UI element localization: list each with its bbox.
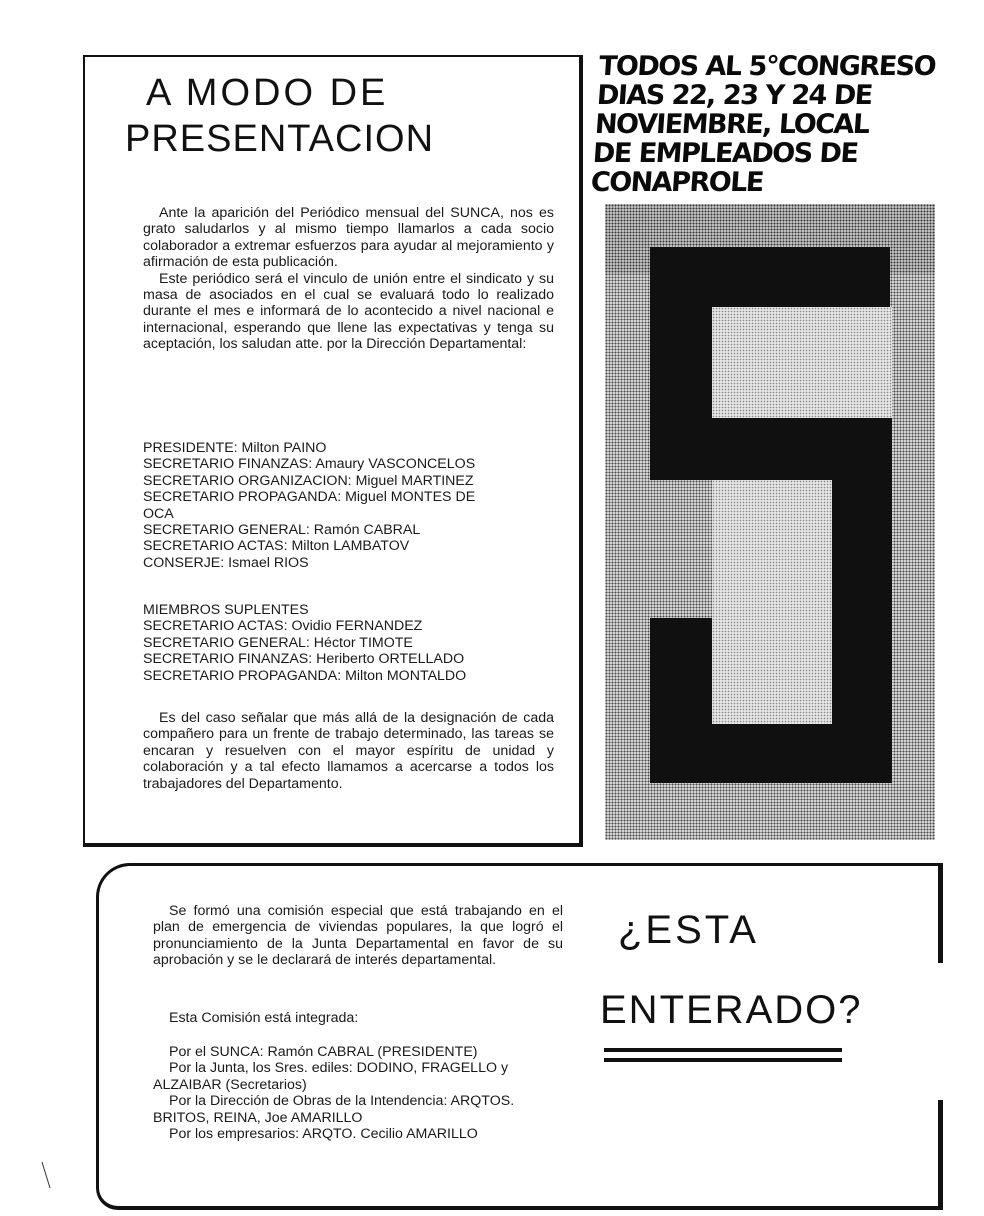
announcement-line: TODOS AL 5°CONGRESO — [597, 51, 937, 82]
member-line: Por la Dirección de Obras de la Intendencia: ARQTOS. BRITOS, REINA, Joe AMARILLO — [153, 1093, 515, 1126]
announcement-line: DIAS 22, 23 Y 24 DE — [595, 80, 873, 111]
substitute-line: SECRETARIO ACTAS: Ovidio FERNANDEZ — [143, 618, 423, 635]
officer-line: SECRETARIO GENERAL: Ramón CABRAL — [143, 522, 421, 539]
double-rule-top — [604, 1048, 842, 1052]
commission-integrated: Esta Comisión está integrada: — [169, 1010, 359, 1026]
poster-inner-panel — [712, 618, 832, 724]
congress-announcement — [590, 52, 980, 197]
officer-line: CONSERJE: Ismael RIOS — [143, 554, 309, 571]
double-rule-bottom — [604, 1058, 842, 1062]
officer-line: SECRETARIO ORGANIZACION: Miguel MARTINEZ — [143, 472, 474, 489]
officer-line: SECRETARIO FINANZAS: Amaury VASCONCELOS — [143, 456, 476, 473]
scan-mark — [40, 1160, 54, 1190]
officer-line: OCA — [143, 505, 174, 522]
substitutes-heading: MIEMBROS SUPLENTES — [143, 602, 309, 618]
officer-line: SECRETARIO ACTAS: Milton LAMBATOV — [143, 538, 410, 555]
announcement-line: DE EMPLEADOS DE — [591, 138, 859, 169]
article-intro — [143, 205, 554, 353]
officer-line: SECRETARIO PROPAGANDA: Miguel MONTES DE — [143, 489, 476, 506]
question-line2: ENTERADO? — [600, 988, 863, 1032]
article-closing — [143, 710, 554, 792]
commission-text — [153, 903, 563, 969]
announcement-line: CONAPROLE — [589, 167, 764, 198]
article-title-line1: A MODO DE — [146, 72, 389, 114]
member-line: Por los empresarios: ARQTO. Cecilio AMARILLO — [169, 1126, 478, 1143]
intro-paragraph-2: Este periódico será el vinculo de unión entre el sindicato y su masa de asociados en el cual se evaluará todo lo realizado durante el mes e informará de lo acontecido a nivel nacional e internacional, esperando que llene las expectativas y tenga su aceptación, los saludan atte. por la Dirección Departamental: — [143, 270, 554, 353]
digit-five-stroke — [650, 618, 712, 783]
officers-list — [143, 440, 583, 571]
frame-edge — [938, 863, 943, 963]
member-line: Por la Junta, los Sres. ediles: DODINO, FRAGELLO y ALZAIBAR (Secretarios) — [153, 1060, 509, 1093]
intro-paragraph-1: Ante la aparición del Periódico mensual del SUNCA, nos es grato saludarlos y al mismo tiempo llamarlos a cada socio colaborador a extremar esfuerzos para ayudar al mejoramiento y afirmación de esta publicación. — [143, 205, 554, 271]
member-line: Por el SUNCA: Ramón CABRAL (PRESIDENTE) — [169, 1044, 478, 1060]
announcement-line: NOVIEMBRE, LOCAL — [593, 109, 870, 140]
substitute-line: SECRETARIO PROPAGANDA: Milton MONTALDO — [143, 667, 467, 684]
poster-inner-panel — [712, 307, 892, 418]
commission-members — [153, 1044, 573, 1142]
article-title-line2: PRESENTACION — [125, 118, 435, 160]
closing-paragraph: Es del caso señalar que más allá de la designación de cada compañero para un frente de trabajo determinado, las tareas se encaran y resuelven con el mayor espíritu de unidad y colaboración y a tal efecto llamamos a acercarse a todos los trabajadores del Departamento. — [143, 710, 554, 792]
commission-intro — [153, 1010, 563, 1026]
substitutes-list — [143, 602, 583, 684]
frame-edge — [938, 1100, 943, 1210]
commission-paragraph: Se formó una comisión especial que está trabajando en el plan de emergencia de viviendas populares, la que logró el pronunciamiento de la Junta Departamental en favor de su aprobación y se le declarará de interés departamental. — [153, 903, 563, 969]
officer-line: PRESIDENTE: Milton PAINO — [143, 440, 327, 456]
substitute-line: SECRETARIO FINANZAS: Heriberto ORTELLADO — [143, 651, 465, 668]
question-line1: ¿ESTA — [618, 908, 759, 952]
substitute-line: SECRETARIO GENERAL: Héctor TIMOTE — [143, 634, 413, 651]
poster-inner-panel — [712, 480, 832, 618]
